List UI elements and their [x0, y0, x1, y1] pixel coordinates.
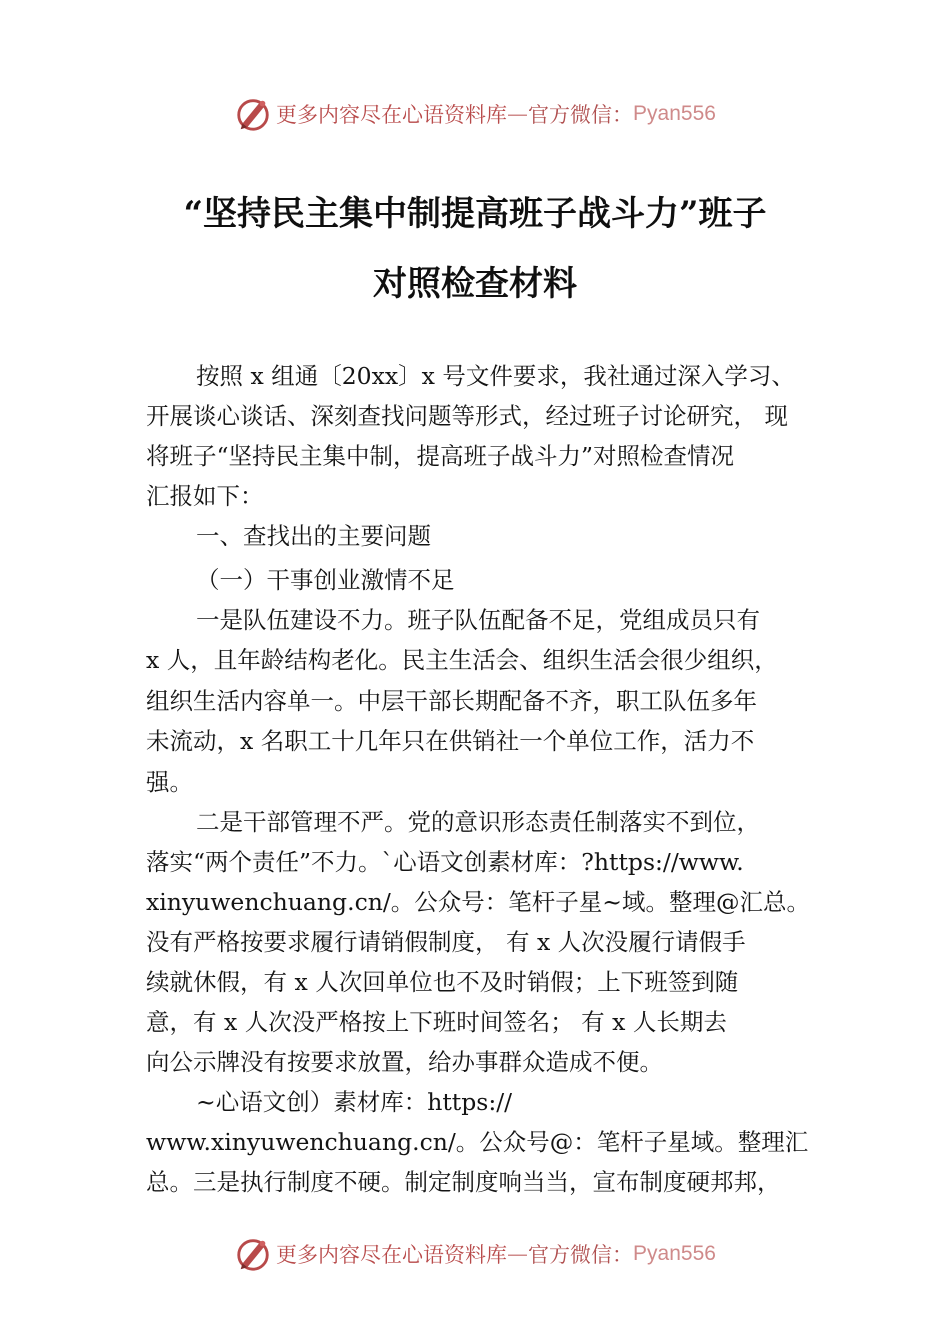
- point3-line: www.xinyuwenchuang.cn/。公众号@：笔杆子星域。整理汇: [146, 1128, 809, 1156]
- watermark-label: 官方微信：: [528, 1243, 634, 1267]
- point1-line: 强。: [146, 768, 193, 796]
- subsection-heading: （一）干事创业激情不足: [196, 566, 455, 594]
- intro-line: 汇报如下：: [146, 482, 264, 510]
- point1-line: 一是队伍建设不力。班子队伍配备不足，党组成员只有: [196, 606, 760, 634]
- watermark-text: 更多内容尽在心语资料库: [276, 1243, 508, 1267]
- watermark-label: 官方微信：: [528, 103, 634, 127]
- point2-line: 二是干部管理不严。党的意识形态责任制落实不到位，: [196, 808, 760, 836]
- pen-seal-icon: [234, 1235, 272, 1273]
- point1-line: 组织生活内容单一。中层干部长期配备不齐，职工队伍多年: [146, 687, 757, 715]
- point2-line: 向公示牌没有按要求放置，给办事群众造成不便。: [146, 1048, 663, 1076]
- point2-line: 落实“两个责任”不力。`心语文创素材库：?https://www.: [146, 848, 744, 876]
- point2-line: xinyuwenchuang.cn/。公众号：笔杆子星~域。整理@汇总。: [146, 888, 810, 916]
- point1-line: 未流动，x 名职工十几年只在供销社一个单位工作，活力不: [146, 727, 755, 755]
- watermark-separator: —: [507, 102, 529, 126]
- watermark-banner-bottom: [0, 1232, 950, 1276]
- point3-line: ~心语文创）素材库：https://: [196, 1088, 513, 1116]
- watermark-account: Pyan556: [633, 102, 716, 125]
- intro-line: 开展谈心谈话、深刻查找问题等形式，经过班子讨论研究， 现: [146, 402, 788, 430]
- point1-line: x 人，且年龄结构老化。民主生活会、组织生活会很少组织，: [146, 646, 778, 674]
- watermark-text: 更多内容尽在心语资料库: [276, 103, 508, 127]
- pen-seal-icon: [234, 95, 272, 133]
- point2-line: 续就休假，有 x 人次回单位也不及时销假；上下班签到随: [146, 968, 739, 996]
- section-heading: 一、查找出的主要问题: [196, 522, 431, 550]
- watermark-account: Pyan556: [633, 1242, 716, 1265]
- intro-line: 按照 x 组通〔20xx〕x 号文件要求，我社通过深入学习、: [196, 362, 795, 390]
- watermark-separator: —: [507, 1242, 529, 1266]
- intro-line: 将班子“坚持民主集中制，提高班子战斗力”对照检查情况: [146, 442, 735, 470]
- point2-line: 没有严格按要求履行请销假制度， 有 x 人次没履行请假手: [146, 928, 746, 956]
- point3-line: 总。三是执行制度不硬。制定制度响当当，宣布制度硬邦邦，: [146, 1168, 781, 1196]
- point2-line: 意，有 x 人次没严格按上下班时间签名； 有 x 人长期去: [146, 1008, 727, 1036]
- document-title-line2: 对照检查材料: [373, 264, 577, 304]
- watermark-banner-top: [0, 92, 950, 136]
- document-title-line1: “坚持民主集中制提高班子战斗力”班子: [183, 194, 767, 234]
